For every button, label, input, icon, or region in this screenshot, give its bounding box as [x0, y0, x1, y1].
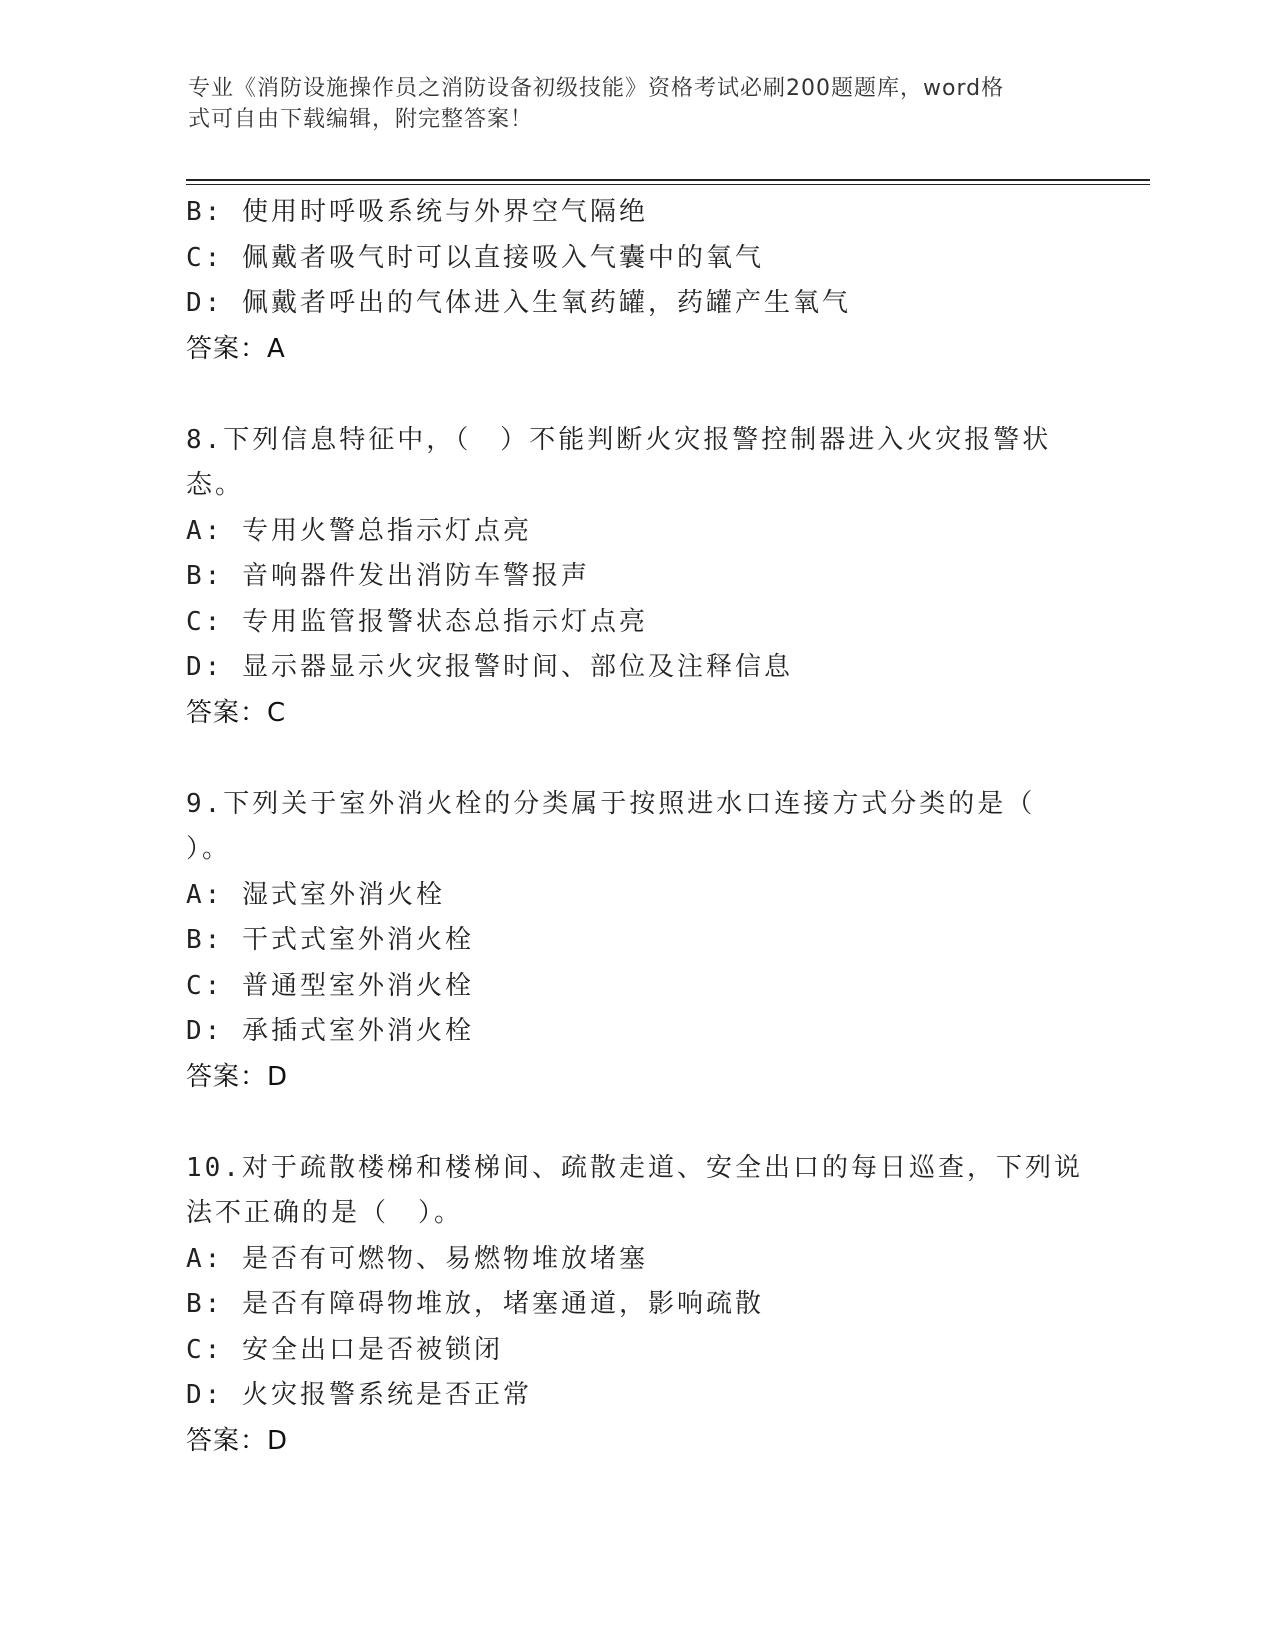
option-c: C: 佩戴者吸气时可以直接吸入气囊中的氧气	[186, 242, 764, 273]
header-divider-thick	[186, 179, 1150, 181]
header-line-1: 专业《消防设施操作员之消防设备初级技能》资格考试必刷200题题库，word格	[188, 76, 1005, 101]
question-block-9	[186, 782, 1086, 1101]
option-c: C: 专用监管报警状态总指示灯点亮	[186, 606, 648, 637]
question-stem: ）。	[186, 834, 232, 864]
page-header	[188, 73, 1088, 135]
question-stem: 8.下列信息特征中，（ ）不能判断火灾报警控制器进入火灾报警状	[186, 424, 1052, 455]
option-a: A: 专用火警总指示灯点亮	[186, 515, 532, 546]
option-d: D: 火灾报警系统是否正常	[186, 1380, 532, 1410]
option-b: B: 干式式室外消火栓	[186, 925, 474, 955]
option-b: B: 使用时呼吸系统与外界空气隔绝	[186, 197, 648, 227]
option-c: C: 普通型室外消火栓	[186, 970, 474, 1001]
question-block-10	[186, 1146, 1086, 1465]
header-line-2: 式可自由下载编辑，附完整答案！	[188, 107, 534, 132]
option-d: D: 显示器显示火灾报警时间、部位及注释信息	[186, 652, 793, 682]
option-d: D: 承插式室外消火栓	[186, 1016, 474, 1046]
spacer	[186, 1100, 1086, 1146]
answer-line: 答案：C	[186, 697, 287, 728]
answer-line: 答案：D	[186, 1061, 289, 1092]
option-a: A: 是否有可燃物、易燃物堆放堵塞	[186, 1243, 648, 1274]
question-stem: 态。	[186, 470, 245, 500]
option-b: B: 是否有障碍物堆放，堵塞通道，影响疏散	[186, 1289, 764, 1319]
option-d: D: 佩戴者呼出的气体进入生氧药罐，药罐产生氧气	[186, 288, 851, 318]
question-block-8	[186, 418, 1086, 737]
spacer	[186, 372, 1086, 418]
answer-line: 答案：D	[186, 1425, 289, 1456]
spacer	[186, 736, 1086, 782]
question-list	[186, 190, 1086, 1464]
question-stem: 10.对于疏散楼梯和楼梯间、疏散走道、安全出口的每日巡查，下列说	[186, 1152, 1083, 1183]
option-c: C: 安全出口是否被锁闭	[186, 1334, 503, 1365]
option-b: B: 音响器件发出消防车警报声	[186, 561, 590, 591]
answer-line: 答案：A	[186, 333, 286, 364]
question-block-7	[186, 190, 1086, 372]
option-a: A: 湿式室外消火栓	[186, 879, 445, 910]
question-stem: 9.下列关于室外消火栓的分类属于按照进水口连接方式分类的是（	[186, 788, 1036, 819]
question-stem: 法不正确的是（ ）。	[186, 1198, 464, 1228]
header-divider-thin	[186, 184, 1150, 185]
